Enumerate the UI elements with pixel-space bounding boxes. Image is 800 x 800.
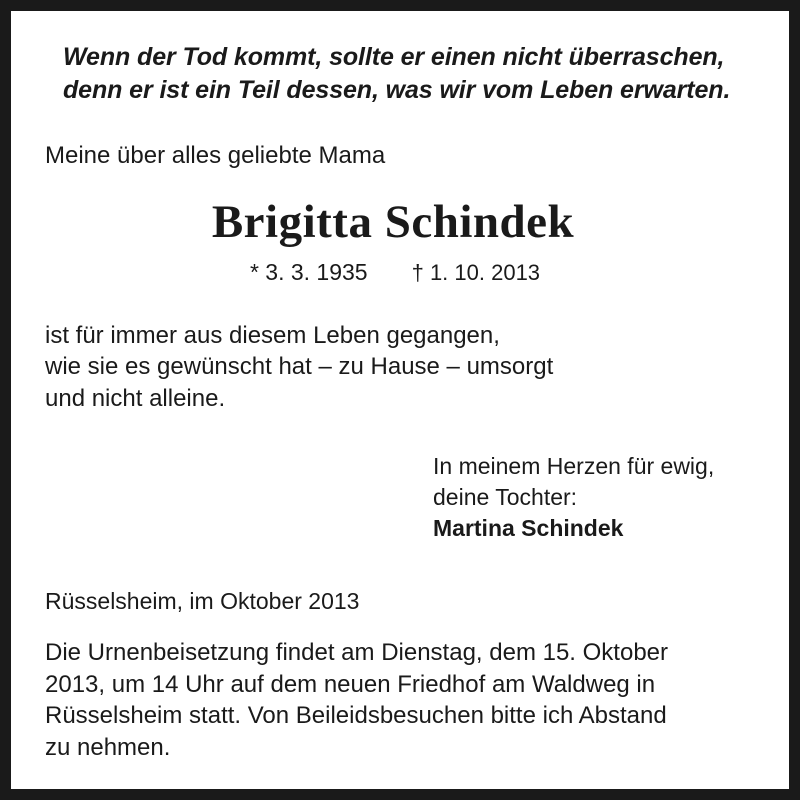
signature-line-2: deine Tochter:: [433, 483, 578, 510]
deceased-block: [41, 197, 759, 286]
epitaph-line-1: Wenn der Tod kommt, sollte er einen nicht überraschen,: [63, 43, 725, 71]
epitaph-line-2: denn er ist ein Teil dessen, was wir vom Leben erwarten.: [63, 75, 731, 104]
signature-block: [433, 451, 759, 544]
body-line-1: ist für immer aus diesem Leben gegangen,: [45, 321, 500, 349]
intro-text: Meine über alles geliebte Mama: [45, 142, 386, 169]
signature-signer: Martina Schindek: [433, 514, 624, 541]
deceased-name: Brigitta Schindek: [211, 196, 575, 248]
birth-date: * 3. 3. 1935: [249, 258, 368, 285]
funeral-notice: [45, 637, 759, 764]
life-dates: [41, 259, 749, 286]
obituary-content: [41, 41, 759, 797]
signature-line-1: In meinem Herzen für ewig,: [433, 452, 715, 479]
body-text: [45, 320, 759, 415]
body-line-2: wie sie es gewünscht hat – zu Hause – umsorgt: [45, 353, 554, 381]
notice-line-3: Rüsselsheim statt. Von Beileidsbesuchen bitte ich Abstand: [45, 702, 667, 730]
place-and-date: Rüsselsheim, im Oktober 2013: [45, 587, 360, 614]
notice-line-1: Die Urnenbeisetzung findet am Dienstag, dem 15. Oktober: [45, 638, 669, 666]
notice-line-4: zu nehmen.: [45, 733, 171, 761]
notice-line-2: 2013, um 14 Uhr auf dem neuen Friedhof am Waldweg in: [45, 670, 656, 698]
death-date: † 1. 10. 2013: [411, 259, 541, 285]
epitaph-quote: [63, 41, 759, 106]
body-line-3: und nicht alleine.: [45, 385, 226, 413]
